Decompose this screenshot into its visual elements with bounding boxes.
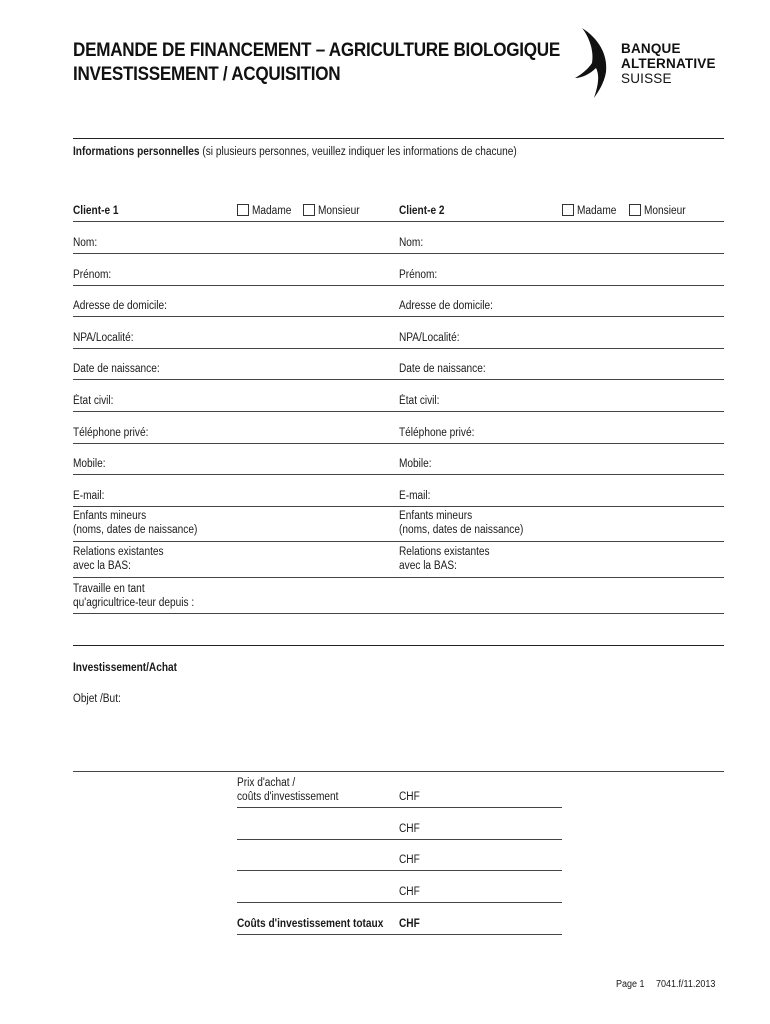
total-costs-currency: CHF (399, 918, 420, 930)
page-number: Page 1 (616, 979, 645, 990)
cost-row-rule (237, 870, 562, 871)
client2-field-email: E-mail: (399, 490, 431, 502)
client2-field-adresse: Adresse de domicile: (399, 300, 493, 312)
client1-field-telephone: Téléphone privé: (73, 427, 149, 439)
client1-field-enfants-line1: Enfants mineurs (73, 510, 147, 522)
personal-note: (si plusieurs personnes, veuillez indiquer les informations de chacune) (202, 146, 517, 158)
client1-title: Client-e 1 (73, 205, 119, 217)
client1-field-naissance: Date de naissance: (73, 363, 160, 375)
client1-field-travaille-line1: Travaille en tant (73, 583, 145, 595)
client1-field-enfants-line2: (noms, dates de naissance) (73, 524, 198, 536)
client1-field-nom: Nom: (73, 237, 98, 249)
client2-field-enfants-line1: Enfants mineurs (399, 510, 473, 522)
row-rule (73, 443, 724, 444)
client1-field-adresse: Adresse de domicile: (73, 300, 167, 312)
price-currency-4: CHF (399, 886, 420, 898)
client1-field-relations-line1: Relations existantes (73, 546, 164, 558)
row-rule (73, 613, 724, 614)
total-costs-label: Coûts d'investissement totaux (237, 918, 384, 930)
client2-field-mobile: Mobile: (399, 458, 432, 470)
cost-row-rule (237, 807, 562, 808)
client2-field-nom: Nom: (399, 237, 424, 249)
client2-field-relations-line2: avec la BAS: (399, 560, 457, 572)
document-title-line2: INVESTISSEMENT / ACQUISITION (73, 64, 341, 85)
row-rule (73, 379, 724, 380)
personal-heading: Informations personnelles (73, 146, 200, 158)
personal-section-header (73, 145, 517, 159)
client2-monsieur-label: Monsieur (644, 205, 686, 217)
client2-field-naissance: Date de naissance: (399, 363, 486, 375)
price-currency-3: CHF (399, 854, 420, 866)
document-title-line1: DEMANDE DE FINANCEMENT – AGRICULTURE BIOLOGIQUE (73, 40, 561, 61)
logo-text-alternative: ALTERNATIVE (621, 56, 716, 71)
cost-row-rule (237, 902, 562, 903)
client-header-rule (73, 221, 724, 222)
client1-field-email: E-mail: (73, 490, 105, 502)
row-rule (73, 474, 724, 475)
row-rule (73, 348, 724, 349)
client2-field-enfants-line2: (noms, dates de naissance) (399, 524, 524, 536)
client2-madame-checkbox[interactable] (562, 204, 574, 216)
price-label-line1: Prix d'achat / (237, 777, 296, 789)
form-reference: 7041.f/11.2013 (656, 979, 716, 990)
investment-object-label: Objet /But: (73, 693, 121, 705)
client2-monsieur-checkbox[interactable] (629, 204, 641, 216)
object-field-rule (73, 771, 724, 772)
client2-field-npa: NPA/Localité: (399, 332, 460, 344)
client1-madame-checkbox[interactable] (237, 204, 249, 216)
logo-text-banque: BANQUE (621, 41, 681, 56)
client2-field-prenom: Prénom: (399, 269, 438, 281)
client1-field-relations-line2: avec la BAS: (73, 560, 131, 572)
row-rule (73, 541, 724, 542)
row-rule (73, 316, 724, 317)
total-row-rule (237, 934, 562, 935)
client1-field-etat-civil: État civil: (73, 395, 114, 407)
row-rule (73, 253, 724, 254)
client1-monsieur-checkbox[interactable] (303, 204, 315, 216)
row-rule (73, 506, 724, 507)
row-rule (73, 411, 724, 412)
section-rule-personal (73, 138, 724, 139)
client1-field-mobile: Mobile: (73, 458, 106, 470)
client1-field-prenom: Prénom: (73, 269, 112, 281)
investment-heading: Investissement/Achat (73, 662, 178, 674)
client1-madame-label: Madame (252, 205, 292, 217)
price-currency-1: CHF (399, 791, 420, 803)
client2-madame-label: Madame (577, 205, 617, 217)
row-rule (73, 577, 724, 578)
client2-title: Client-e 2 (399, 205, 445, 217)
client1-field-travaille-line2: qu'agricultrice-teur depuis : (73, 597, 195, 609)
client2-field-etat-civil: État civil: (399, 395, 440, 407)
client2-field-relations-line1: Relations existantes (399, 546, 490, 558)
price-label-line2: coûts d'investissement (237, 791, 339, 803)
client1-monsieur-label: Monsieur (318, 205, 360, 217)
price-currency-2: CHF (399, 823, 420, 835)
section-rule-investment (73, 645, 724, 646)
row-rule (73, 285, 724, 286)
logo-text-suisse: SUISSE (621, 71, 672, 86)
client1-field-npa: NPA/Localité: (73, 332, 134, 344)
cost-row-rule (237, 839, 562, 840)
bird-logo-icon (572, 26, 622, 100)
client2-field-telephone: Téléphone privé: (399, 427, 475, 439)
